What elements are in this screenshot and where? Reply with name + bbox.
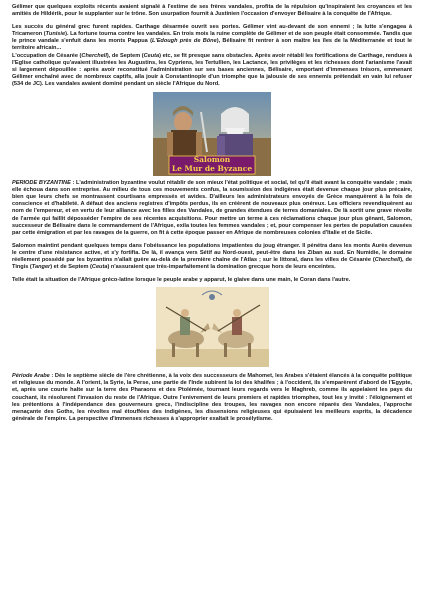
- medieval-battle-image: [156, 287, 269, 367]
- section-label-byzantine: PERIODE BYZANTINE: [12, 180, 71, 187]
- paragraph-situation: Telle était la situation de l'Afrique gréco-latine lorsque le peuple arabe y apparut, le glaive dans une main, le Coran dans l'autre.: [12, 277, 351, 284]
- paragraph-salomon: Salomon maintint pendant quelques temps dans l'obéissance les populations impatientes du joug étranger. Il pénétra dans les monts Aurès devenus le centre d'une résistance active, et s'y fortifia. De là, il avança vers Sétif au Nord-ouest, peut-être dans les Ziban au sud. En Numidie, le domaine réellement possédé par les byzantins n'allait guère au-delà de la première chaîne de l'Atlas ; sur le littoral, dans les villes de Césarée (Cherchell), de Tingis (Tanger) et de Septem (Ceuta) n'assuraient que très-imparfaitement la domination grecque hors de leurs enceintes.: [12, 242, 412, 271]
- place-tunisie: Tunisie: [45, 31, 66, 38]
- image-caption: Salomon Le Mur de Byzance: [171, 155, 253, 173]
- cavalry-illustration: [156, 287, 269, 367]
- warrior-figure: [167, 106, 207, 160]
- paragraph-periode-arabe: Période Arabe : Dès le septième siècle de l'ère chrétienne, à la voix des successeurs de Mahomet, les Arabes s'étaient élancés à la conquête politique et religieuse du monde. A l'orient, la Syrie, la Perse, une partie de l'Inde subirent la loi des khalifes ; à l'occident, ils s'emparèrent d'abord de l'Egypte, et, après une courte halte sur la terre des Pharaons et des Ptolémée, tournant leurs regards vers le Maghreb, comme ils appelaient les pays du couchant, ils résolurent l'invasion du reste de l'Afrique. Outre l'enivrement de leurs premiers et rapides triomphes, tout les y invité : l'éloignement et les prétentions à l'indépendance des gouverneurs grecs, l'indiscipline des troupes, les ravages non encore réparés des Vandales, l'approche menaçante des Goths, les révoltes mal étouffées des indigènes, les dissensions religieuses qui épuisaient les meilleurs esprits, la décadence générale de l'empire. La perspective d'immenses richesses à s'approprier exaltait le prosélytisme.: [12, 373, 412, 422]
- paragraph-periode-byzantine: PERIODE BYZANTINE : L'administration byzantine voulut rétablir de son mieux l'état politique et social, tel qu'il était avant la conquête vandale ; mais elle échoua dans son entreprise. Au milieu de tous ces mouvements confus, la soumission des indigènes était devenue chaque jour plus précaire, bien que leurs chefs se montrassent courtisans empressés et avides. D'ailleurs les administrateurs envoyés de Grèce manquèrent à la fois de conscience et d'habileté. A défaut des anciens registres d'impôts perdus, ils en créèrent de nouveaux plus onéreux. Les officiers revendiquèrent au nom de l'empereur, et en vertu de leur alliance avec les filles des Vandales, de grandes étendues de terres domaniales. De là sortit une grave révolte de l'armée qui faillit déposséder l'empire de ses récentes acquisitions. Pour mettre un terme à ces réclamations chaque jour plus gênant, Salomon, successeur de Bélisaire dans le commandement de l'Afrique, exila toutes les femmes vandales ; et, pour compenser les pertes de population causées par cette émigration et par les ravages de la guerre, on fit à cette époque passer en Afrique de nombreuses colonies d'Italie et de Sicile.: [12, 180, 412, 236]
- paragraph-gelimer: Gélimer que quelques exploits récents avaient signalé à l'estime de ses frères vandales, profita de la répulsion qu'inspiraient les croyances et les amitiés de Hildérik, pour le supplanter sur le trône. Son usurpation fournit à Justinien l'occasion d'envoyer Bélisaire à la conquête de l'Afrique.: [12, 4, 412, 18]
- document-page: [12, 4, 412, 423]
- paragraph-belisaire-conquest: Les succès du général grec furent rapides. Carthage désarmée ouvrit ses portes. Gélimer vint au-devant de son ennemi ; la lutte s'engagea à Tricameron (Tunisie). La fortune tourna contre les vandales. En trois mois la ruine complète de Gélimer et de son peuple était consommée. Tandis que le prince vandale s'enfuit dans les monts Pappua (L'Edough près de Bône), Bélisaire fit rentrer à son maître les îles de la Méditerranée et tout le territoire africain...: [12, 24, 412, 52]
- place-edough: L'Edough près de Bône: [151, 38, 217, 45]
- salomon-illustration: [153, 92, 271, 176]
- section-label-arabe: Période Arabe: [12, 373, 50, 380]
- paragraph-occupation: L'occupation de Césarée (Cherchell), de Septem (Ceuta) etc, se fit presque sans obstacles. Après avoir rétabli les fortifications de Carthage, rendues à l'Eglise catholique qu'avaient illustrées les Augustins, les Cypriens, les Tertullien, les Lactance, les privilèges et les richesses dont l'arianisme l'avait si largement dépouillée : après avoir reconstitué l'administration sur ses bases anciennes, Bélisaire, emportant d'immenses trésors, emmenant Gélimer enchaîné avec de nombreux captifs, alla jouir à Constantinople d'un triomphe que la jalousie de ses ennemis prétendait en vain lui refuser (534 de JC). Les vandales avaient dominé pendant un siècle l'Afrique du Nord.: [12, 52, 413, 87]
